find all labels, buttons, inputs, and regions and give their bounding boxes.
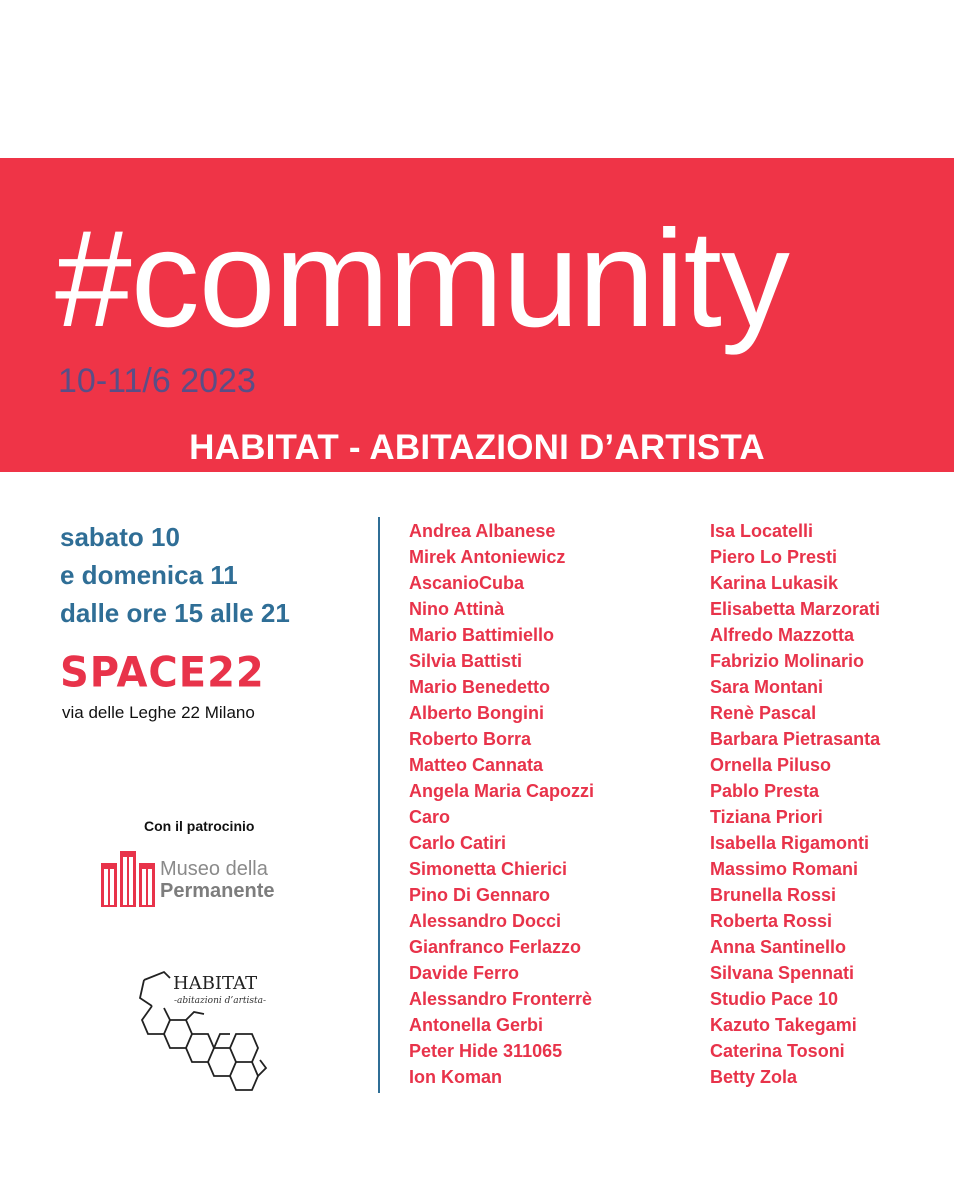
artist-name: Elisabetta Marzorati <box>710 599 881 619</box>
artist-name: Studio Pace 10 <box>710 989 839 1009</box>
artist-name: Piero Lo Presti <box>710 547 838 567</box>
artist-list-left <box>409 518 594 1090</box>
artist-name: Pablo Presta <box>710 781 820 801</box>
artist-name: Silvia Battisti <box>409 651 523 671</box>
artist-name: Ornella Piluso <box>710 755 832 775</box>
artist-name: Mirek Antoniewicz <box>409 547 566 567</box>
artist-name: Simonetta Chierici <box>409 859 568 879</box>
artist-name: Davide Ferro <box>409 963 520 983</box>
artist-name: Betty Zola <box>710 1067 798 1087</box>
artist-name: Anna Santinello <box>710 937 847 957</box>
schedule-block <box>60 518 290 632</box>
artist-name: Alberto Bongini <box>409 703 544 723</box>
artist-name: Gianfranco Ferlazzo <box>409 937 582 957</box>
artist-name: Isa Locatelli <box>710 521 814 541</box>
artist-list-right <box>710 518 880 1090</box>
artist-name: Pino Di Gennaro <box>409 885 551 905</box>
artist-name: Isabella Rigamonti <box>710 833 870 853</box>
artist-name: Roberto Borra <box>409 729 532 749</box>
artist-name: Fabrizio Molinario <box>710 651 865 671</box>
event-title: #community <box>55 202 789 356</box>
artist-name: Roberta Rossi <box>710 911 833 931</box>
artist-name: Nino Attinà <box>409 599 505 619</box>
artist-name: Matteo Cannata <box>409 755 544 775</box>
artist-name: Barbara Pietrasanta <box>710 729 881 749</box>
venue-logo: SPACE22 <box>60 648 265 698</box>
artist-name: Alessandro Fronterrè <box>409 989 593 1009</box>
artist-name: Renè Pascal <box>710 703 817 723</box>
museum-line1: Museo della <box>160 858 268 880</box>
artist-name: Brunella Rossi <box>710 885 837 905</box>
artist-name: Caro <box>409 807 451 827</box>
artist-name: Silvana Spennati <box>710 963 855 983</box>
museo-permanente-logo-icon <box>101 851 157 907</box>
artist-name: Sara Montani <box>710 677 824 697</box>
artist-name: Tiziana Priori <box>710 807 823 827</box>
artist-name: Alfredo Mazzotta <box>710 625 854 645</box>
artist-name: Peter Hide 311065 <box>409 1041 563 1061</box>
habitat-logo-subtitle: -abitazioni d’artista- <box>174 996 267 1006</box>
artist-name: Antonella Gerbi <box>409 1015 544 1035</box>
museo-permanente-name <box>160 858 275 902</box>
event-dates: 10-11/6 2023 <box>58 362 256 400</box>
vertical-divider <box>378 517 380 1093</box>
habitat-logo-title: HABITAT <box>173 973 258 994</box>
artist-name: Ion Koman <box>409 1067 502 1087</box>
museum-line2: Permanente <box>160 880 275 902</box>
artist-name: Massimo Romani <box>710 859 859 879</box>
artist-name: Mario Battimiello <box>409 625 555 645</box>
artist-name: Alessandro Docci <box>409 911 562 931</box>
artist-name: Carlo Catiri <box>409 833 507 853</box>
artist-name: Angela Maria Capozzi <box>409 781 595 801</box>
venue-address: via delle Leghe 22 Milano <box>62 703 255 722</box>
event-subtitle: HABITAT - ABITAZIONI D’ARTISTA <box>189 428 765 467</box>
artist-name: Andrea Albanese <box>409 521 556 541</box>
artist-name: AscanioCuba <box>409 573 525 593</box>
schedule-line: dalle ore 15 alle 21 <box>60 598 290 628</box>
artist-name: Karina Lukasik <box>710 573 839 593</box>
patronage-label: Con il patrocinio <box>144 818 255 834</box>
schedule-line: sabato 10 <box>60 522 180 552</box>
artist-name: Kazuto Takegami <box>710 1015 857 1035</box>
artist-name: Caterina Tosoni <box>710 1041 845 1061</box>
schedule-line: e domenica 11 <box>60 560 238 590</box>
artist-name: Mario Benedetto <box>409 677 551 697</box>
